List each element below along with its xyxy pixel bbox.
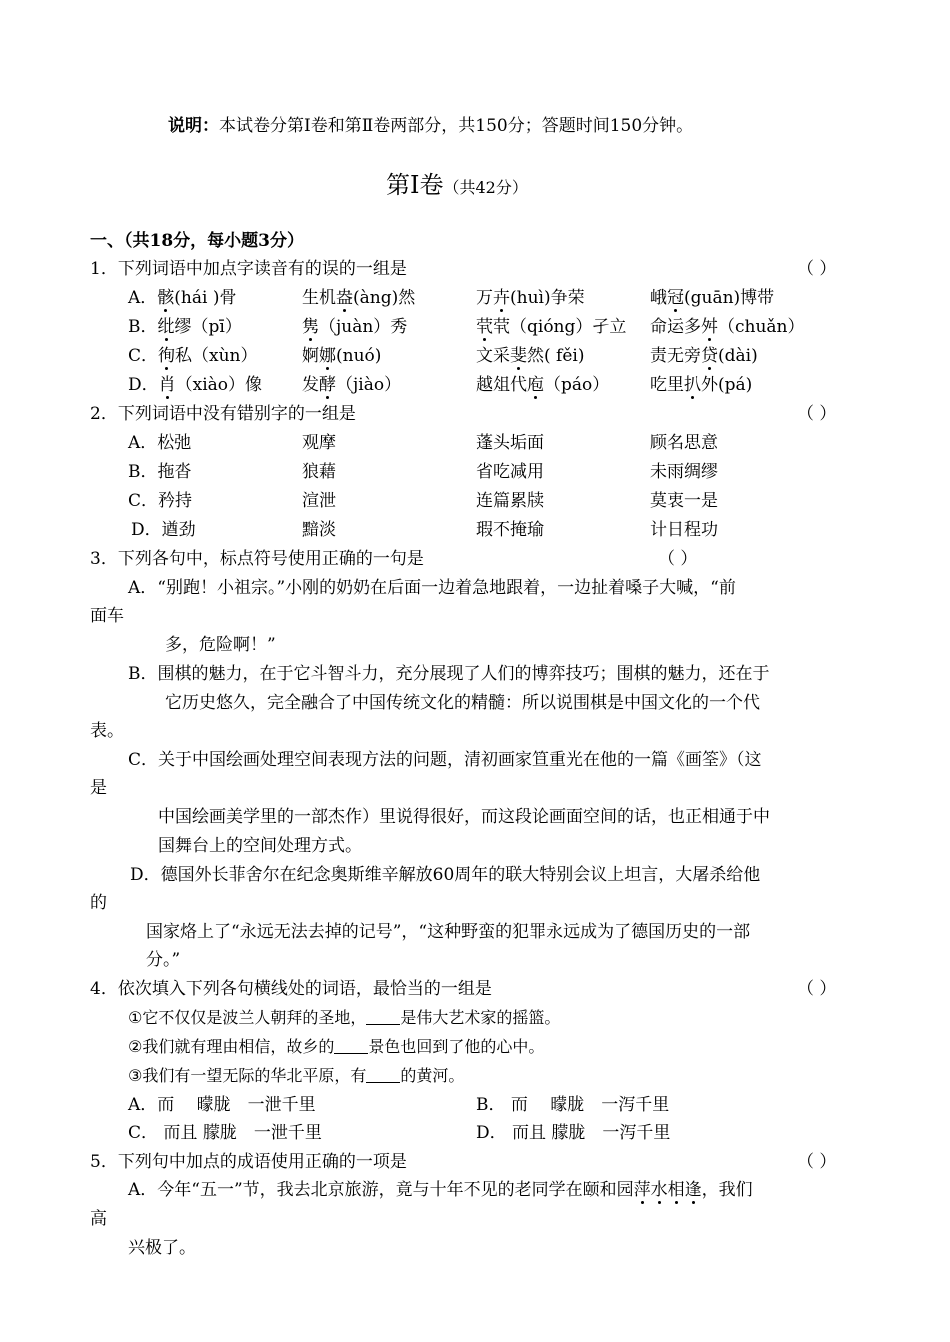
volume-title-text: 第Ⅰ卷 (386, 171, 444, 199)
q1-option-a-2: 生机盎(àng)然 (302, 288, 416, 308)
q3-option-a-line2: 面车 (90, 606, 124, 626)
q1-option-b-2: 隽（juàn）秀 (302, 317, 408, 337)
q1-option-d-2: 发酵（jiào） (302, 375, 402, 395)
q1-answer-paren: （ ） (797, 259, 837, 279)
q2-option-c-3: 连篇累牍 (476, 491, 544, 511)
q4-stem: 4．依次填入下列各句横线处的词语，最恰当的一组是 (90, 979, 492, 999)
dotted-char: 水 (650, 1180, 668, 1200)
q1-option-b-4: 命运多舛（chuǎn） (650, 317, 805, 337)
q2-option-c-1: C．矜持 (128, 491, 193, 511)
q5-option-a-line2: 高 (90, 1209, 107, 1229)
q4-option-c: C． 而且 朦胧 一泄千里 (128, 1123, 322, 1143)
q4-blank-2 (334, 1037, 368, 1054)
q5-dotted-idiom (634, 1180, 702, 1200)
q1-option-b-1: B．纰缪（pī） (128, 317, 242, 337)
q3-stem: 3．下列各句中，标点符号使用正确的一句是 (90, 549, 424, 569)
q3-option-d-line4: 分。” (146, 950, 181, 970)
q2-option-b-1: B．拖沓 (128, 462, 192, 482)
q1-stem: 1．下列词语中加点字读音有的误的一组是 (90, 259, 407, 279)
q1-option-c-1: C．徇私（xùn） (128, 346, 258, 366)
q5-option-a-line1: A．今年“五一”节，我去北京旅游，竟与十年不见的老同学在颐和园萍水相逢，我们 (128, 1180, 753, 1200)
q1-option-a-3: 万卉(huì)争荣 (476, 288, 585, 308)
q2-option-d-2: 黯淡 (302, 520, 336, 540)
q2-answer-paren: （ ） (797, 404, 837, 424)
q2-option-a-1: A．松弛 (128, 433, 192, 453)
section-heading: 一、（共18分，每小题3分） (90, 231, 304, 251)
q3-option-c-line2: 是 (90, 778, 107, 798)
q2-option-a-4: 顾名思意 (650, 433, 718, 453)
q2-option-b-4: 未雨绸缪 (650, 462, 718, 482)
q3-option-d-line3: 国家烙上了“永远无法去掉的记号”，“这种野蛮的犯罪永远成为了德国历史的一部 (146, 922, 751, 942)
dotted-char: 逢 (684, 1180, 702, 1200)
dotted-char: 相 (667, 1180, 685, 1200)
q5-answer-paren: （ ） (797, 1152, 837, 1172)
volume-subtitle: （共42分） (443, 178, 528, 197)
q3-option-c-line3: 中国绘画美学里的一部杰作）里说得很好，而这段论画面空间的话，也正相通于中 (158, 807, 770, 827)
q2-option-b-3: 省吃减用 (476, 462, 544, 482)
q3-option-b-line1: B．围棋的魅力，在于它斗智斗力，充分展现了人们的博弈技巧；围棋的魅力，还在于 (128, 664, 770, 684)
q3-option-b-line3: 表。 (90, 721, 124, 741)
q2-option-c-4: 莫衷一是 (650, 491, 718, 511)
q2-option-b-2: 狼藉 (302, 462, 336, 482)
q4-blank-3 (366, 1066, 400, 1083)
q3-option-a-line3: 多，危险啊！” (165, 635, 276, 655)
q3-answer-paren: （ ） (658, 549, 698, 569)
q5-stem: 5．下列句中加点的成语使用正确的一项是 (90, 1152, 407, 1172)
q1-option-a-4: 峨冠(guān)博带 (650, 288, 775, 308)
q3-option-d-line1: D．德国外长菲舍尔在纪念奥斯维辛解放60周年的联大特别会议上坦言，大屠杀给他 (130, 865, 761, 885)
q1-option-b-3: 茕茕（qióng）孑立 (476, 317, 627, 337)
dotted-char: 萍 (633, 1180, 651, 1200)
q1-option-c-4: 责无旁贷(dài) (650, 346, 758, 366)
q1-option-a-1: A．骸(hái )骨 (128, 288, 237, 308)
q4-blank-1 (366, 1008, 400, 1025)
q4-option-a: A．而 曚胧 一泄千里 (128, 1095, 316, 1115)
q3-option-a-line1: A．“别跑！小祖宗。”小刚的奶奶在后面一边着急地跟着，一边扯着嗓子大喊，“前 (128, 578, 736, 598)
q4-option-b: B． 而 曚胧 一泻千里 (476, 1095, 670, 1115)
q2-option-a-2: 观摩 (302, 433, 336, 453)
q3-option-c-line1: C．关于中国绘画处理空间表现方法的问题，清初画家笪重光在他的一篇《画筌》（这 (128, 750, 762, 770)
q4-answer-paren: （ ） (797, 979, 837, 999)
q3-option-b-line2: 它历史悠久，完全融合了中国传统文化的精髓：所以说围棋是中国文化的一个代 (165, 693, 760, 713)
instructions-label: 说明： (168, 116, 219, 136)
q1-option-c-2: 婀娜(nuó) (302, 346, 382, 366)
q2-option-c-2: 渲泄 (302, 491, 336, 511)
q4-option-d: D． 而且 朦胧 一泻千里 (476, 1123, 671, 1143)
q1-option-c-3: 文采斐然( fěi) (476, 346, 585, 366)
q2-stem: 2．下列词语中没有错别字的一组是 (90, 404, 356, 424)
q1-option-d-4: 吃里扒外(pá) (650, 375, 753, 395)
q2-option-d-3: 瑕不掩瑜 (476, 520, 544, 540)
instructions (168, 115, 693, 137)
q3-option-c-line4: 国舞台上的空间处理方式。 (158, 836, 362, 856)
q1-option-d-1: D．肖（xiào）像 (128, 375, 263, 395)
q3-option-d-line2: 的 (90, 893, 107, 913)
q2-option-d-1: D．遒劲 (131, 520, 196, 540)
instructions-text: 本试卷分第Ⅰ卷和第Ⅱ卷两部分，共150分；答题时间150分钟。 (219, 116, 694, 136)
q2-option-d-4: 计日程功 (650, 520, 718, 540)
q2-option-a-3: 蓬头垢面 (476, 433, 544, 453)
q5-option-a-line3: 兴极了。 (128, 1238, 196, 1258)
volume-title (386, 170, 528, 203)
q4-sentence-2: ②我们就有理由相信，故乡的 景色也回到了他的心中。 (128, 1037, 545, 1056)
q4-sentence-1: ①它不仅仅是波兰人朝拜的圣地， 是伟大艺术家的摇篮。 (128, 1008, 561, 1027)
q1-option-d-3: 越俎代庖（páo） (476, 375, 610, 395)
q4-sentence-3: ③我们有一望无际的华北平原，有 的黄河。 (128, 1066, 465, 1085)
